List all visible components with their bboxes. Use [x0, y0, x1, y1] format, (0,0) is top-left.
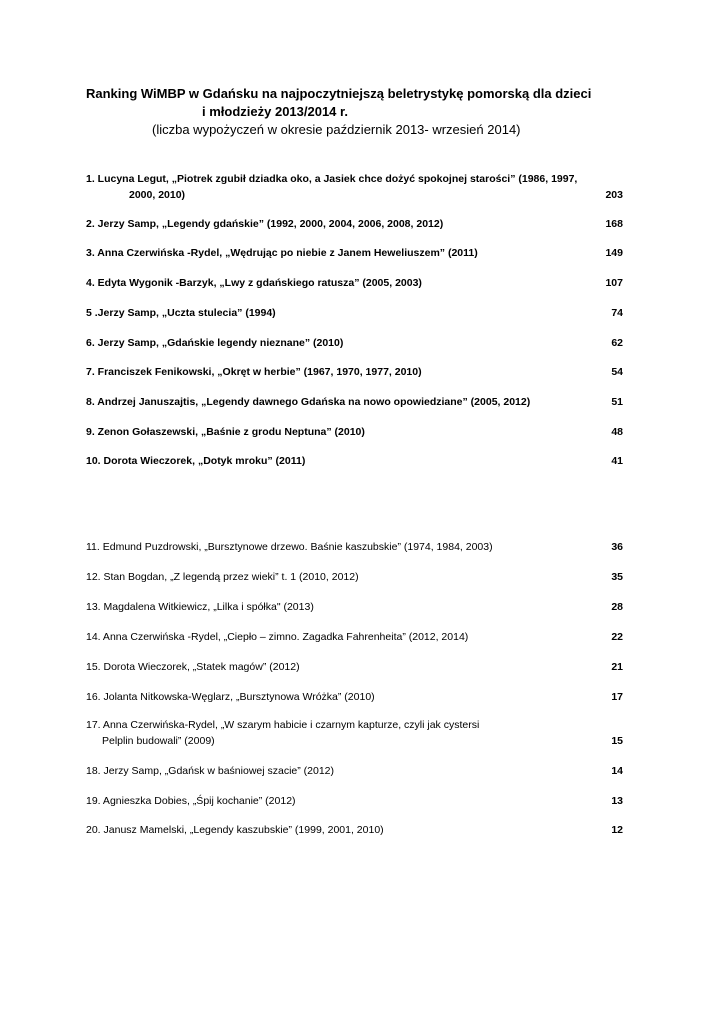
- list-item-text: 20. Janusz Mamelski, „Legendy kaszubskie” (1999, 2001, 2010): [86, 824, 384, 836]
- list-item: [86, 765, 626, 777]
- loan-count: 41: [611, 455, 623, 467]
- list-item: [86, 541, 626, 553]
- loan-count: 203: [605, 189, 623, 201]
- list-item: [86, 426, 626, 438]
- loan-count: 17: [611, 691, 623, 703]
- list-item-text-continued: Pelplin budowali” (2009): [102, 735, 215, 747]
- loan-count: 35: [611, 571, 623, 583]
- loan-count: 15: [611, 735, 623, 747]
- loan-count: 48: [611, 426, 623, 438]
- list-item-text: 14. Anna Czerwińska -Rydel, „Ciepło – zimno. Zagadka Fahrenheita” (2012, 2014): [86, 631, 469, 643]
- loan-count: 14: [611, 765, 623, 777]
- list-item-text: 9. Zenon Gołaszewski, „Baśnie z grodu Neptuna” (2010): [86, 426, 365, 438]
- list-item: [86, 247, 626, 259]
- title-line-2: i młodzieży 2013/2014 r.: [202, 104, 348, 119]
- list-item-text: 16. Jolanta Nitkowska-Węglarz, „Bursztynowa Wróżka” (2010): [86, 691, 375, 703]
- title-line-1: Ranking WiMBP w Gdańsku na najpoczytniejszą beletrystykę pomorską dla dzieci: [86, 86, 592, 101]
- list-item-text-continued: 2000, 2010): [129, 189, 186, 201]
- list-item: [86, 307, 626, 319]
- list-item: [86, 571, 626, 583]
- subtitle: (liczba wypożyczeń w okresie październik 2013- wrzesień 2014): [152, 122, 521, 137]
- loan-count: 51: [611, 396, 623, 408]
- list-item: [86, 396, 626, 408]
- list-item-text: 6. Jerzy Samp, „Gdańskie legendy nieznane” (2010): [86, 337, 344, 349]
- list-item: [86, 218, 626, 230]
- list-item: [86, 366, 626, 378]
- list-item: [86, 795, 626, 807]
- list-item-text: 7. Franciszek Fenikowski, „Okręt w herbie” (1967, 1970, 1977, 2010): [86, 366, 422, 378]
- list-item-text: 13. Magdalena Witkiewicz, „Lilka i spółka" (2013): [86, 601, 314, 613]
- loan-count: 12: [611, 824, 623, 836]
- list-item: [86, 173, 626, 201]
- list-item: [86, 631, 626, 643]
- list-item-text: 8. Andrzej Januszajtis, „Legendy dawnego Gdańska na nowo opowiedziane” (2005, 2012): [86, 396, 531, 408]
- loan-count: 54: [611, 366, 623, 378]
- loan-count: 107: [605, 277, 623, 289]
- list-item-text: 10. Dorota Wieczorek, „Dotyk mroku” (2011): [86, 455, 306, 467]
- list-item-text: 5 .Jerzy Samp, „Uczta stulecia” (1994): [86, 307, 276, 319]
- loan-count: 168: [605, 218, 623, 230]
- list-item-text: 17. Anna Czerwińska-Rydel, „W szarym habicie i czarnym kapturze, czyli jak cystersi: [86, 719, 480, 731]
- loan-count: 28: [611, 601, 623, 613]
- loan-count: 13: [611, 795, 623, 807]
- list-item: [86, 691, 626, 703]
- list-item-text: 15. Dorota Wieczorek, „Statek magów” (2012): [86, 661, 300, 673]
- list-item-text: 4. Edyta Wygonik -Barzyk, „Lwy z gdańskiego ratusza” (2005, 2003): [86, 277, 422, 289]
- list-item: [86, 337, 626, 349]
- loan-count: 22: [611, 631, 623, 643]
- list-item-text: 18. Jerzy Samp, „Gdańsk w baśniowej szacie” (2012): [86, 765, 335, 777]
- list-item-text: 12. Stan Bogdan, „Z legendą przez wieki” t. 1 (2010, 2012): [86, 571, 359, 583]
- loan-count: 62: [611, 337, 623, 349]
- list-item-text: 19. Agnieszka Dobies, „Śpij kochanie” (2012): [86, 795, 296, 807]
- list-item: [86, 601, 626, 613]
- list-item-text: 3. Anna Czerwińska -Rydel, „Wędrując po niebie z Janem Heweliuszem” (2011): [86, 247, 478, 259]
- list-item-text: 1. Lucyna Legut, „Piotrek zgubił dziadka oko, a Jasiek chce dożyć spokojnej starości” (1986, 1997,: [86, 173, 578, 185]
- list-item: [86, 277, 626, 289]
- list-item: [86, 661, 626, 673]
- loan-count: 149: [605, 247, 623, 259]
- list-item-text: 2. Jerzy Samp, „Legendy gdańskie” (1992, 2000, 2004, 2006, 2008, 2012): [86, 218, 444, 230]
- list-item: [86, 455, 626, 467]
- list-item-text: 11. Edmund Puzdrowski, „Bursztynowe drzewo. Baśnie kaszubskie” (1974, 1984, 2003): [86, 541, 493, 553]
- loan-count: 21: [611, 661, 623, 673]
- list-item: [86, 719, 626, 747]
- list-item: [86, 824, 626, 836]
- loan-count: 36: [611, 541, 623, 553]
- loan-count: 74: [611, 307, 623, 319]
